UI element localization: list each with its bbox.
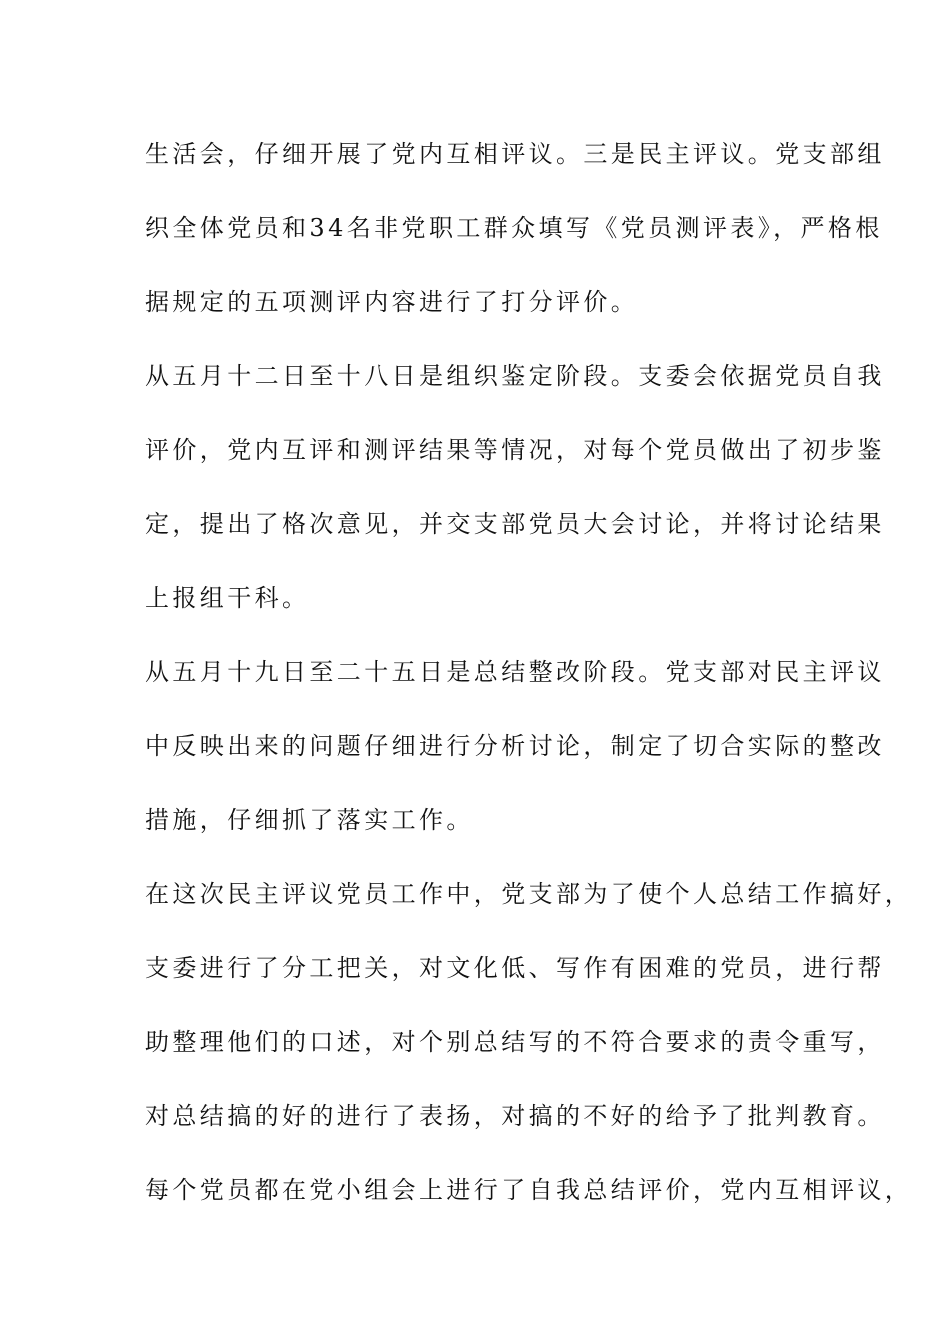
text-line: 生活会，仔细开展了党内互相评议。三是民主评议。党支部组: [145, 140, 885, 168]
text-line: 上报组干科。: [145, 584, 310, 612]
text-line: 织全体党员和34名非党职工群众填写《党员测评表》，严格根: [145, 214, 883, 242]
text-line: 从五月十二日至十八日是组织鉴定阶段。支委会依据党员自我: [145, 362, 885, 390]
text-line: 措施，仔细抓了落实工作。: [145, 806, 474, 834]
text-line: 从五月十九日至二十五日是总结整改阶段。党支部对民主评议: [145, 658, 885, 686]
text-line: 中反映出来的问题仔细进行分析讨论，制定了切合实际的整改: [145, 732, 885, 760]
text-line: 对总结搞的好的进行了表扬，对搞的不好的给予了批判教育。: [145, 1102, 885, 1130]
text-line: 每个党员都在党小组会上进行了自我总结评价，党内互相评议，: [145, 1176, 913, 1204]
text-line: 定，提出了格次意见，并交支部党员大会讨论，并将讨论结果: [145, 510, 885, 538]
text-line: 助整理他们的口述，对个别总结写的不符合要求的责令重写，: [145, 1028, 885, 1056]
document-body: [145, 132, 913, 1242]
text-line: 支委进行了分工把关，对文化低、写作有困难的党员，进行帮: [145, 954, 885, 982]
text-line: 据规定的五项测评内容进行了打分评价。: [145, 288, 639, 316]
text-line: 评价，党内互评和测评结果等情况，对每个党员做出了初步鉴: [145, 436, 885, 464]
text-line: 在这次民主评议党员工作中，党支部为了使个人总结工作搞好，: [145, 880, 913, 908]
